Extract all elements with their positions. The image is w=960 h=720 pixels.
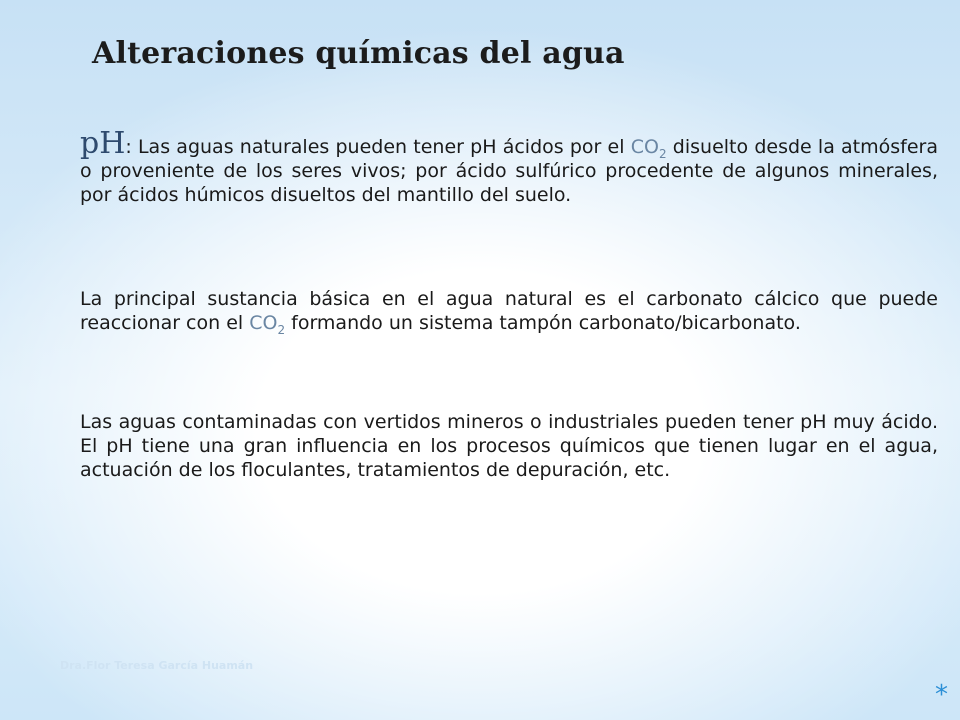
asterisk-icon: * <box>935 680 948 710</box>
paragraph-carbonate-text-a: La principal sustancia básica en el agua natural es el carbonato cálcico que puede reaccionar con el <box>80 288 938 334</box>
chem-formula-co2 <box>630 136 667 161</box>
paragraph-carbonate <box>80 287 938 335</box>
paragraph-contamination: Las aguas contaminadas con vertidos mineros o industriales pueden tener pH muy ácido. El pH tiene una gran influencia en los procesos químicos que tienen lugar en el agua, actuación de los floculantes, tratamientos de depuración, etc. <box>80 411 938 481</box>
chem-formula-subscript: 2 <box>277 322 286 337</box>
paragraph-carbonate-text-b: formando un sistema tampón carbonato/bicarbonato. <box>285 312 801 334</box>
slide-title: Alteraciones químicas del agua <box>92 36 625 71</box>
paragraph-ph-text-b: disuelto desde la atmósfera o proveniente de los seres vivos; por ácido sulfúrico procedente de algunos minerales, por ácidos húmicos disueltos del mantillo del suelo. <box>80 136 938 206</box>
chem-formula-base: CO <box>249 312 278 334</box>
chem-formula-co2 <box>249 312 286 337</box>
ph-term: pH <box>80 126 126 161</box>
chem-formula-base: CO <box>630 136 659 158</box>
paragraph-ph <box>80 126 938 207</box>
author-footer: Dra.Flor Teresa García Huamán <box>60 659 254 672</box>
chem-formula-subscript: 2 <box>658 146 667 161</box>
paragraph-ph-text-a: : Las aguas naturales pueden tener pH ácidos por el <box>125 136 631 158</box>
